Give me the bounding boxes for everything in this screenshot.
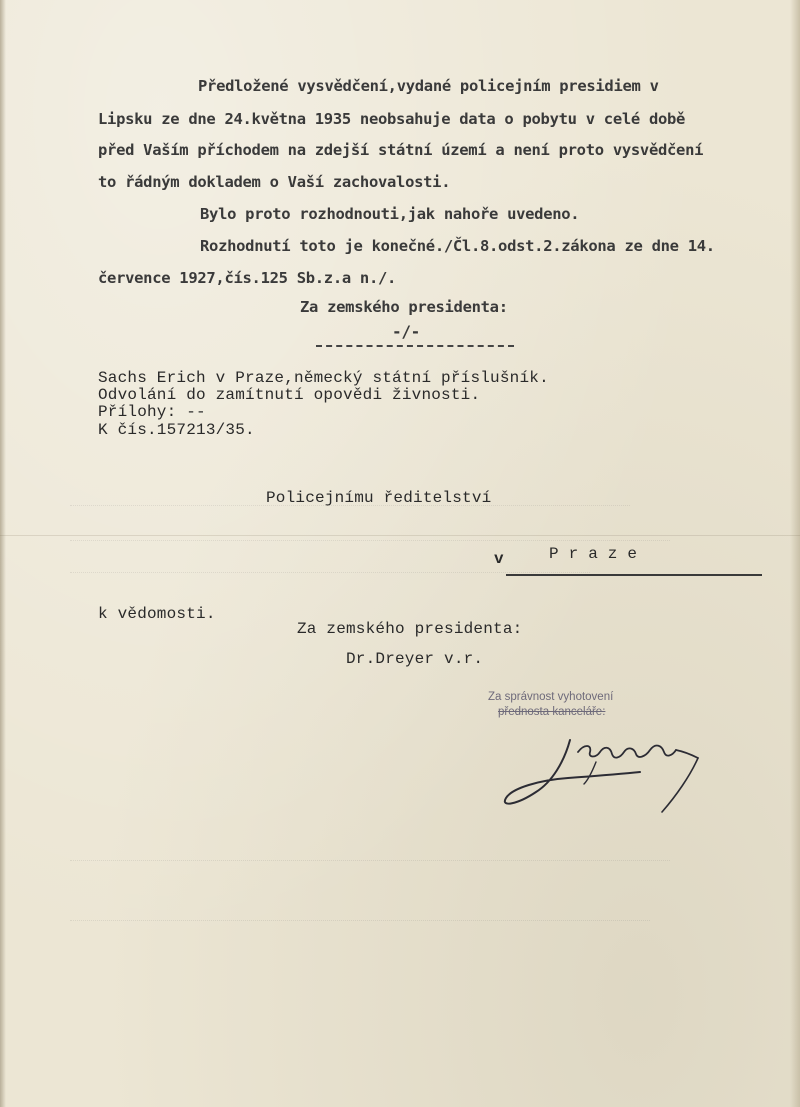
letter-p2: Bylo proto rozhodnouti,jak nahoře uvedeno.: [200, 205, 580, 223]
page-edge-left: [0, 0, 6, 1107]
record-line-4: K čís.157213/35.: [98, 421, 255, 439]
paper-fold: [0, 535, 800, 536]
notice-signer: Dr.Dreyer v.r.: [346, 650, 484, 668]
handwritten-signature: [500, 722, 710, 822]
record-line-2: Odvolání do zamítnutí opovědi živnosti.: [98, 386, 481, 404]
letter-p1-line4: to řádným dokladem o Vaší zachovalosti.: [98, 173, 451, 191]
stamp-line-2: přednosta kanceláře:: [498, 706, 606, 718]
letter-p1-line1: Předložené vysvědčení,vydané policejním presidiem v: [198, 77, 659, 95]
page-edge-right: [790, 0, 800, 1107]
letter-p1-line2: Lipsku ze dne 24.května 1935 neobsahuje data o pobytu v celé době: [98, 110, 686, 128]
notice-label: k vědomosti.: [98, 605, 216, 623]
notice-closing: Za zemského presidenta:: [297, 620, 523, 638]
record-line-1: Sachs Erich v Praze,německý státní příslušník.: [98, 369, 549, 387]
letter-p3-line1: Rozhodnutí toto je konečné./Čl.8.odst.2.zákona ze dne 14.: [200, 237, 715, 255]
address-city: P r a z e: [549, 545, 638, 563]
closing-divider: [316, 345, 514, 347]
address-recipient: Policejnímu ředitelství: [266, 489, 492, 507]
bleed-through-mark: [70, 540, 670, 542]
letter-p3-line2: července 1927,čís.125 Sb.z.a n./.: [98, 269, 397, 287]
letter-p1-line3: před Vaším příchodem na zdejší státní území a není proto vysvědčení: [98, 141, 704, 159]
record-line-3: Přílohy: --: [98, 403, 206, 421]
stamp-line-1: Za správnost vyhotovení: [488, 691, 614, 703]
letter-mark: -/-: [392, 322, 420, 341]
address-prefix: v: [494, 550, 504, 568]
letter-closing: Za zemského presidenta:: [300, 298, 508, 316]
bleed-through-mark: [70, 860, 670, 862]
bleed-through-mark: [70, 920, 650, 922]
address-underline: [506, 574, 762, 576]
